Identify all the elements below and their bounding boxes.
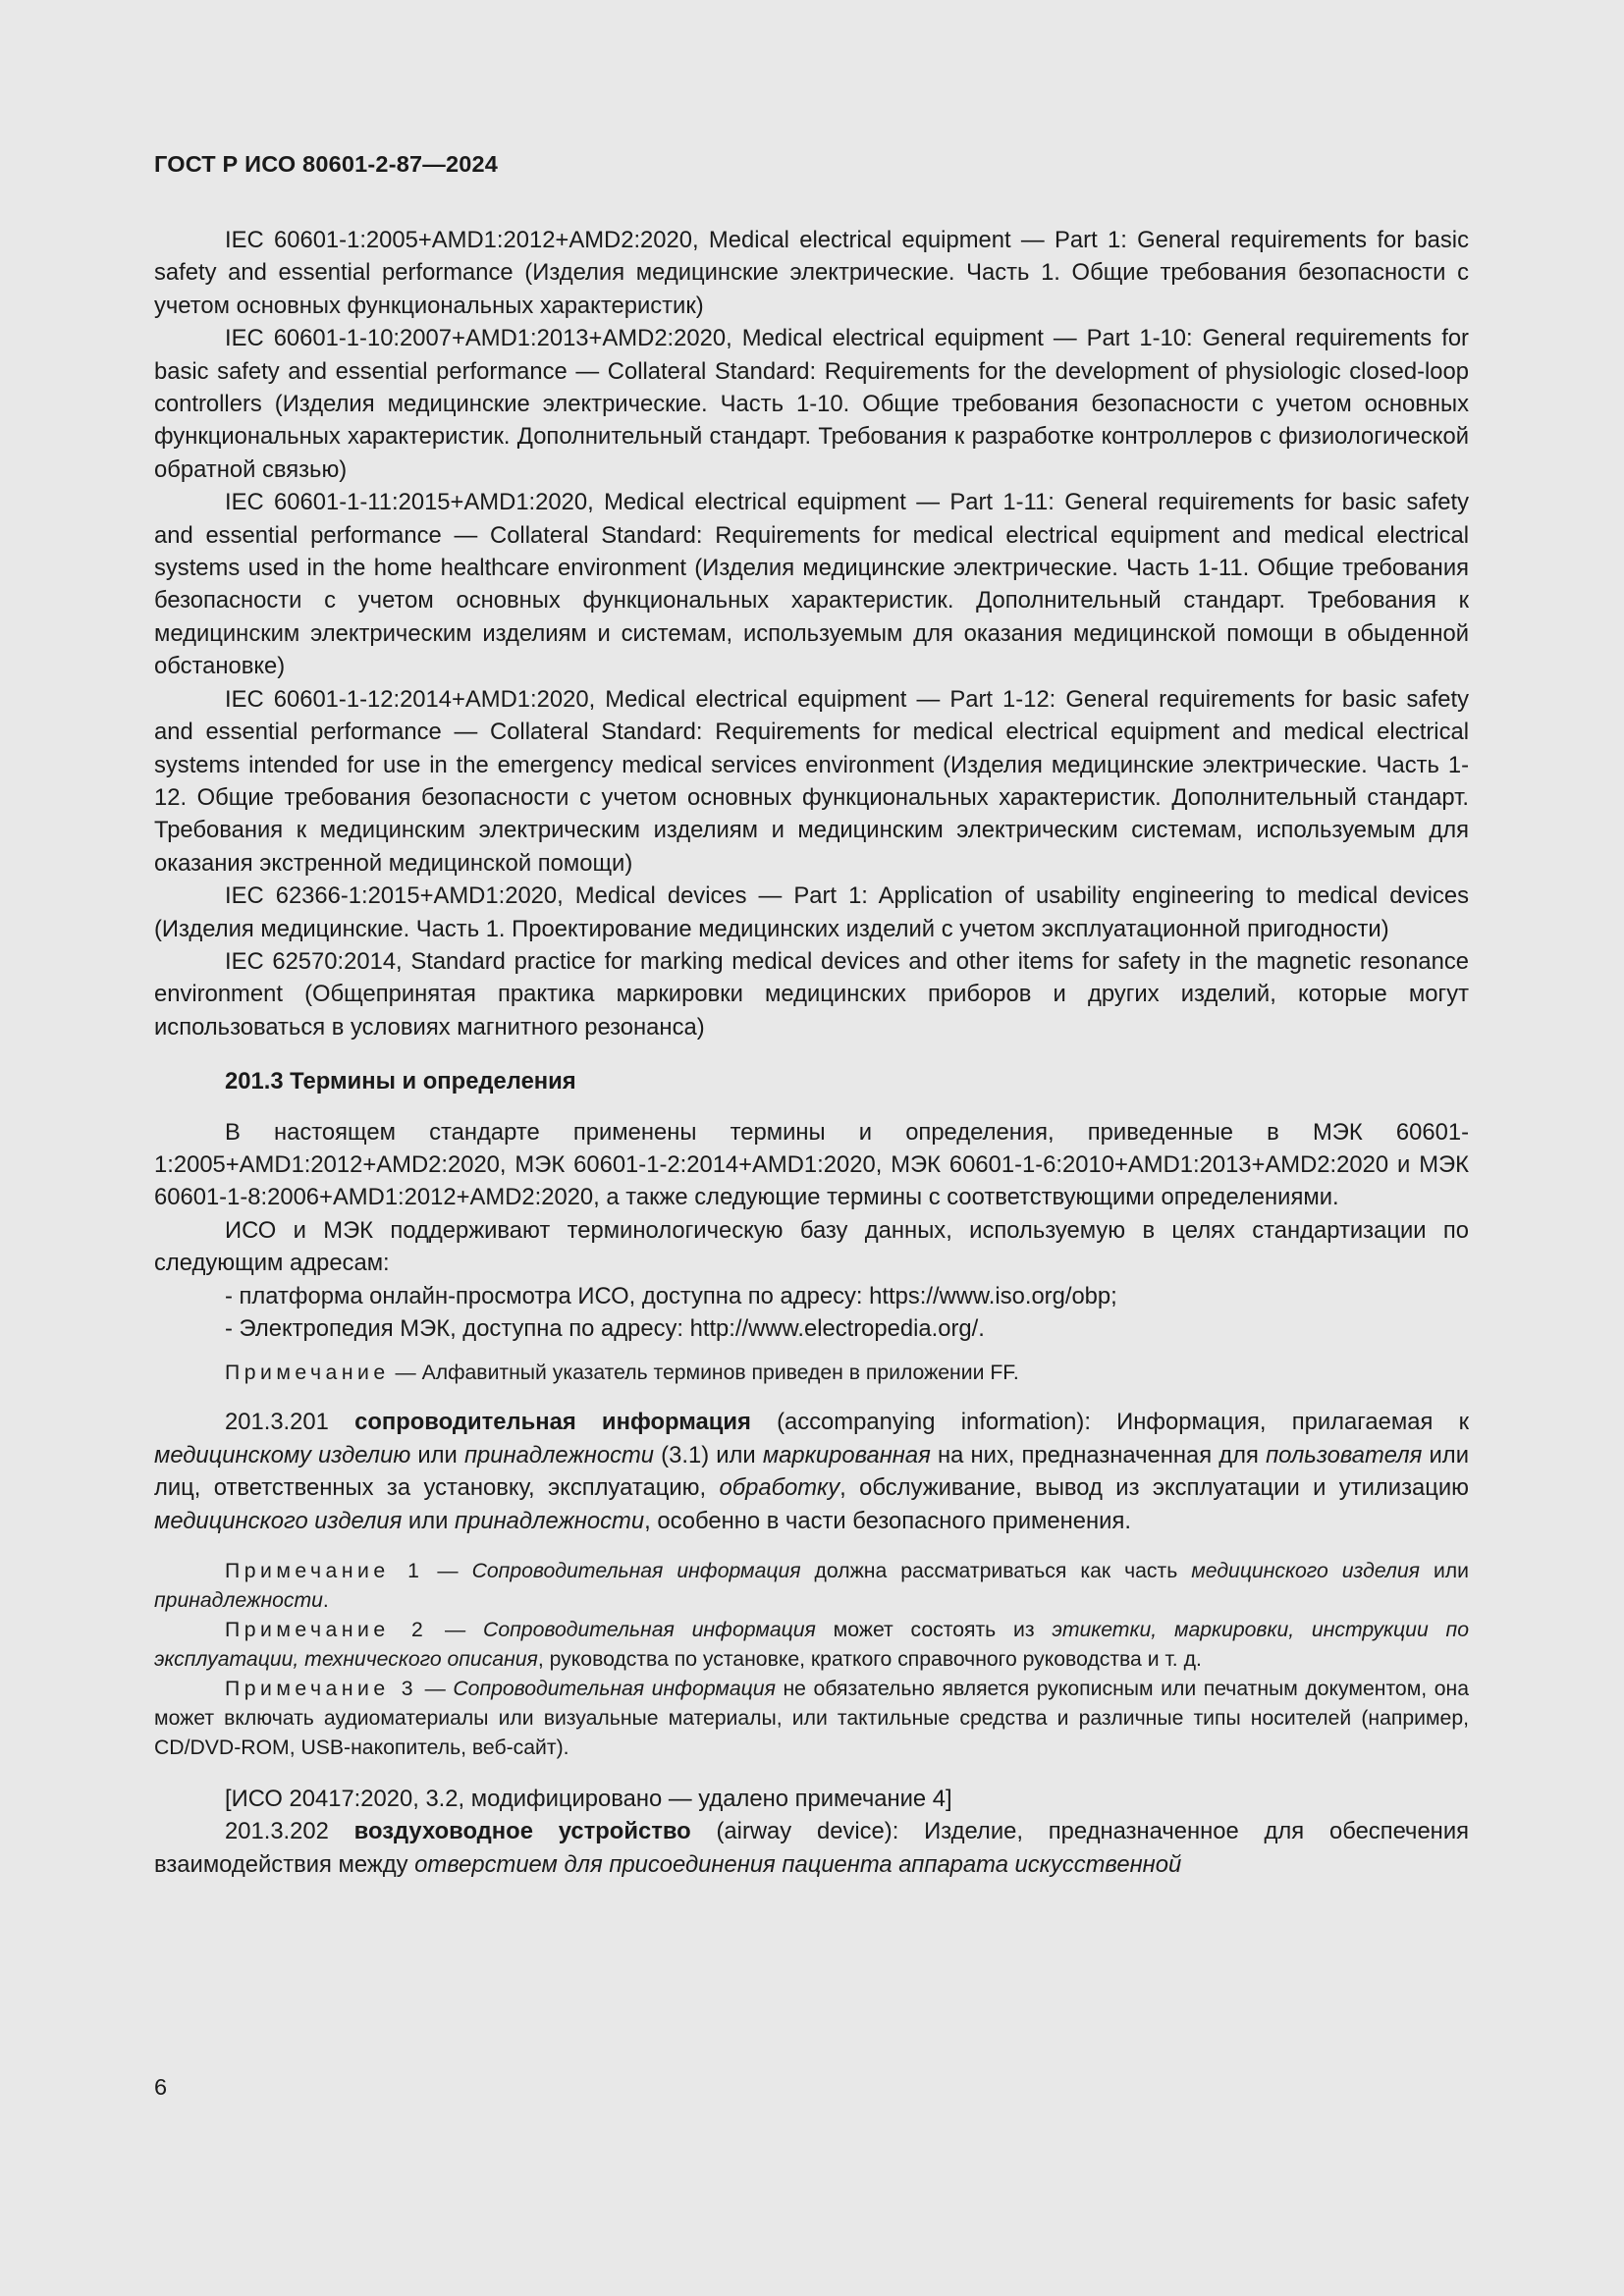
term-definition [154, 1815, 1469, 1881]
term-text: (accompanying information): Информация, прилагаемая к [750, 1409, 1469, 1436]
term-note [154, 1616, 1469, 1675]
note-italic: Сопроводительная информация [453, 1678, 776, 1701]
term-note [154, 1557, 1469, 1616]
reference-item: IEC 60601-1:2005+AMD1:2012+AMD2:2020, Medical electrical equipment — Part 1: General requirements for basic safety and essential performance (Изделия медицинские электрические. Часть 1. Общие требования безопасности с учетом основных функциональных характеристик) [154, 227, 1469, 319]
reference-item: IEC 60601-1-10:2007+AMD1:2013+AMD2:2020, Medical electrical equipment — Part 1-10: General requirements for basic safety and essential performance — Collateral Standard: Requirements for the development of physiologic closed-loop controllers (Изделия медицинские электрические. Часть 1-10. Общие требования безопасности с учетом основных функциональных характеристик. Дополнительный стандарт. Требования к разработке контроллеров с физиологической обратной связью) [154, 325, 1469, 483]
note-italic: медицинского изделия [1191, 1560, 1420, 1583]
term-reference: обработку [719, 1474, 840, 1502]
term-reference: принадлежности [463, 1441, 655, 1468]
term-text: (airway device): Изделие, предназначенное для обеспечения взаимодействия между [154, 1818, 1469, 1878]
note-text: , руководства по установке, краткого справочного руководства и т. д. [537, 1648, 1202, 1672]
section-intro: В настоящем стандарте применены термины и определения, приведенные в МЭК 60601-1:2005+AMD1:2012+AMD2:2020, МЭК 60601-1-2:2014+AMD1:2020, МЭК 60601-1-6:2010+AMD1:2013+AMD2:2020 и МЭК 60601-1-8:2006+AMD1:2012+AMD2:2020, а также следующие термины с соответствующими определениями. [154, 1118, 1469, 1211]
note-italic: Сопроводительная информация [483, 1619, 816, 1642]
term-name: сопроводительная информация [354, 1409, 751, 1436]
note-label: Примечание 1 [225, 1560, 424, 1583]
term-number: 201.3.201 [225, 1409, 355, 1436]
term-definition [154, 1406, 1469, 1537]
note-text: — [427, 1619, 484, 1642]
note-text: — Алфавитный указатель терминов приведен в приложении FF. [389, 1362, 1019, 1385]
list-item: - Электропедия МЭК, доступна по адресу: http://www.electropedia.org/. [225, 1315, 985, 1342]
note-italic: принадлежности [154, 1589, 323, 1613]
term-text: или [402, 1507, 455, 1534]
term-reference: маркированная [762, 1441, 931, 1468]
term-text: (3.1) или [654, 1441, 763, 1468]
term-reference: принадлежности [455, 1507, 645, 1534]
note-text: должна рассматриваться как часть [800, 1560, 1192, 1583]
note-text: не обязательно является рукописным или печатным документом, она может включать аудиоматериалы или визуальные материалы, или тактильные средства и различные типы носителей (например, CD/DVD-ROM, USB-накопитель, веб-сайт). [154, 1678, 1470, 1760]
document-code-header: ГОСТ Р ИСО 80601-2-87—2024 [154, 151, 499, 177]
note-label: Примечание 3 [225, 1678, 417, 1701]
note-italic: Сопроводительная информация [471, 1560, 801, 1583]
reference-item: IEC 60601-1-11:2015+AMD1:2020, Medical electrical equipment — Part 1-11: General requirements for basic safety and essential performance — Collateral Standard: Requirements for medical electrical equipment and medical electrical systems used in the home healthcare environment (Изделия медицинские электрические. Часть 1-11. Общие требования безопасности с учетом основных функциональных характеристик. Дополнительный стандарт. Требования к медицинским электрическим изделиям и системам, используемым для оказания медицинской помощи в обыденной обстановке) [154, 489, 1469, 680]
term-text: или лиц, ответственных за установку, эксплуатацию, [154, 1441, 1469, 1502]
page-content [154, 224, 1469, 1881]
term-number: 201.3.202 [225, 1818, 354, 1845]
term-text: на них, предназначенная для [930, 1441, 1267, 1468]
term-reference: отверстием для присоединения пациента аппарата искусственной [414, 1850, 1182, 1878]
section-note [154, 1359, 1469, 1388]
note-text: или [1419, 1560, 1470, 1583]
note-text: — [423, 1560, 472, 1583]
list-item: - платформа онлайн-просмотра ИСО, доступна по адресу: https://www.iso.org/obp; [225, 1282, 1117, 1309]
reference-item: IEC 62570:2014, Standard practice for marking medical devices and other items for safety in the magnetic resonance environment (Общепринятая практика маркировки медицинских приборов и других изделий, которые могут использоваться в условиях магнитного резонанса) [154, 947, 1469, 1041]
term-reference: пользователя [1266, 1441, 1423, 1468]
reference-item: IEC 60601-1-12:2014+AMD1:2020, Medical electrical equipment — Part 1-12: General requirements for basic safety and essential performance — Collateral Standard: Requirements for medical electrical equipment and medical electrical systems intended for use in the emergency medical services environment (Изделия медицинские электрические. Часть 1-12. Общие требования безопасности с учетом основных функциональных характеристик. Дополнительный стандарт. Требования к медицинским электрическим изделиям и медицинским электрическим системам, используемым для оказания экстренной медицинской помощи) [154, 685, 1469, 877]
term-reference: медицинскому изделию [154, 1441, 411, 1468]
note-label: Примечание 2 [225, 1619, 428, 1642]
term-source: [ИСО 20417:2020, 3.2, модифицировано — удалено примечание 4] [225, 1786, 952, 1813]
term-text: , особенно в части безопасного применения. [644, 1507, 1131, 1534]
section-title: 201.3 Термины и определения [225, 1068, 576, 1095]
term-note [154, 1675, 1469, 1763]
reference-item: IEC 62366-1:2015+AMD1:2020, Medical devices — Part 1: Application of usability engineering to medical devices (Изделия медицинские. Часть 1. Проектирование медицинских изделий с учетом эксплуатационной пригодности) [154, 882, 1469, 942]
term-reference: медицинского изделия [154, 1507, 403, 1534]
note-italic: этикетки, маркировки, инструкции по эксплуатации, технического описания [154, 1619, 1469, 1672]
note-text: может состоять из [815, 1619, 1053, 1642]
term-text: , обслуживание, вывод из эксплуатации и утилизацию [839, 1474, 1469, 1502]
terminology-db-text: ИСО и МЭК поддерживают терминологическую базу данных, используемую в целях стандартизации по следующим адресам: [154, 1216, 1469, 1277]
note-text: — [417, 1678, 454, 1701]
note-label: Примечание [225, 1362, 390, 1385]
page-number: 6 [154, 2074, 168, 2100]
term-text: или [410, 1441, 464, 1468]
term-name: воздуховодное устройство [353, 1818, 691, 1845]
note-text: . [322, 1589, 329, 1613]
